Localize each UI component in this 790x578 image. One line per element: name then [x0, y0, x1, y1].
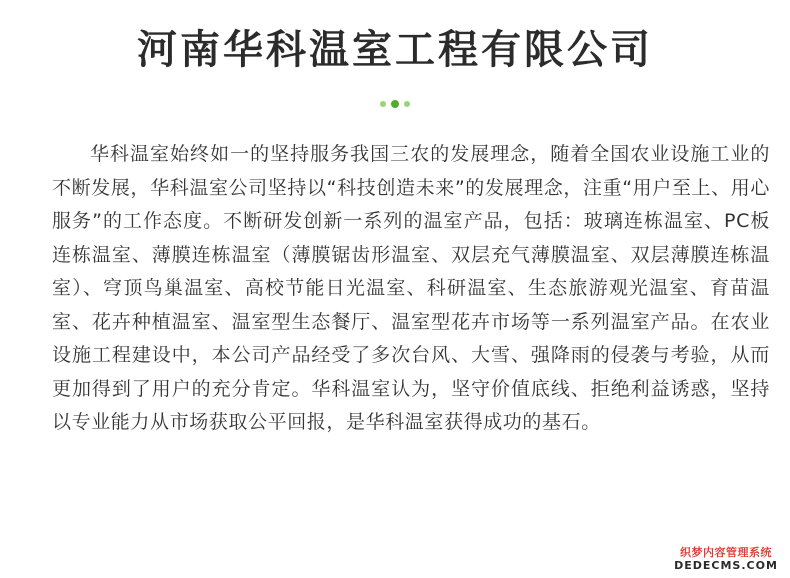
- center-dot-icon: [391, 100, 399, 108]
- watermark-top-text: 织梦内容管理系统: [680, 546, 772, 559]
- three-dots-divider-icon: [0, 100, 790, 108]
- watermark: [670, 546, 782, 572]
- company-description: 华科温室始终如一的坚持服务我国三农的发展理念，随着全国农业设施工业的不断发展，华科温室公司坚持以“科技创造未来”的发展理念，注重“用户至上、用心服务”的工作态度。不断研发创新一系列的温室产品，包括：玻璃连栋温室、PC板连栋温室、薄膜连栋温室（薄膜锯齿形温室、双层充气薄膜温室、双层薄膜连栋温室）、穹顶鸟巢温室、高校节能日光温室、科研温室、生态旅游观光温室、育苗温室、花卉种植温室、温室型生态餐厅、温室型花卉市场等一系列温室产品。在农业设施工程建设中，本公司产品经受了多次台风、大雪、强降雨的侵袭与考验，从而更加得到了用户的充分肯定。华科温室认为，坚守价值底线、拒绝利益诱惑，坚持以专业能力从市场获取公平回报，是华科温室获得成功的基石。: [52, 143, 770, 433]
- page-title: 河南华科温室工程有限公司: [137, 27, 653, 73]
- left-dot-icon: [380, 101, 386, 107]
- right-dot-icon: [404, 101, 410, 107]
- watermark-bottom-text: DEDECMS.COM: [674, 559, 778, 572]
